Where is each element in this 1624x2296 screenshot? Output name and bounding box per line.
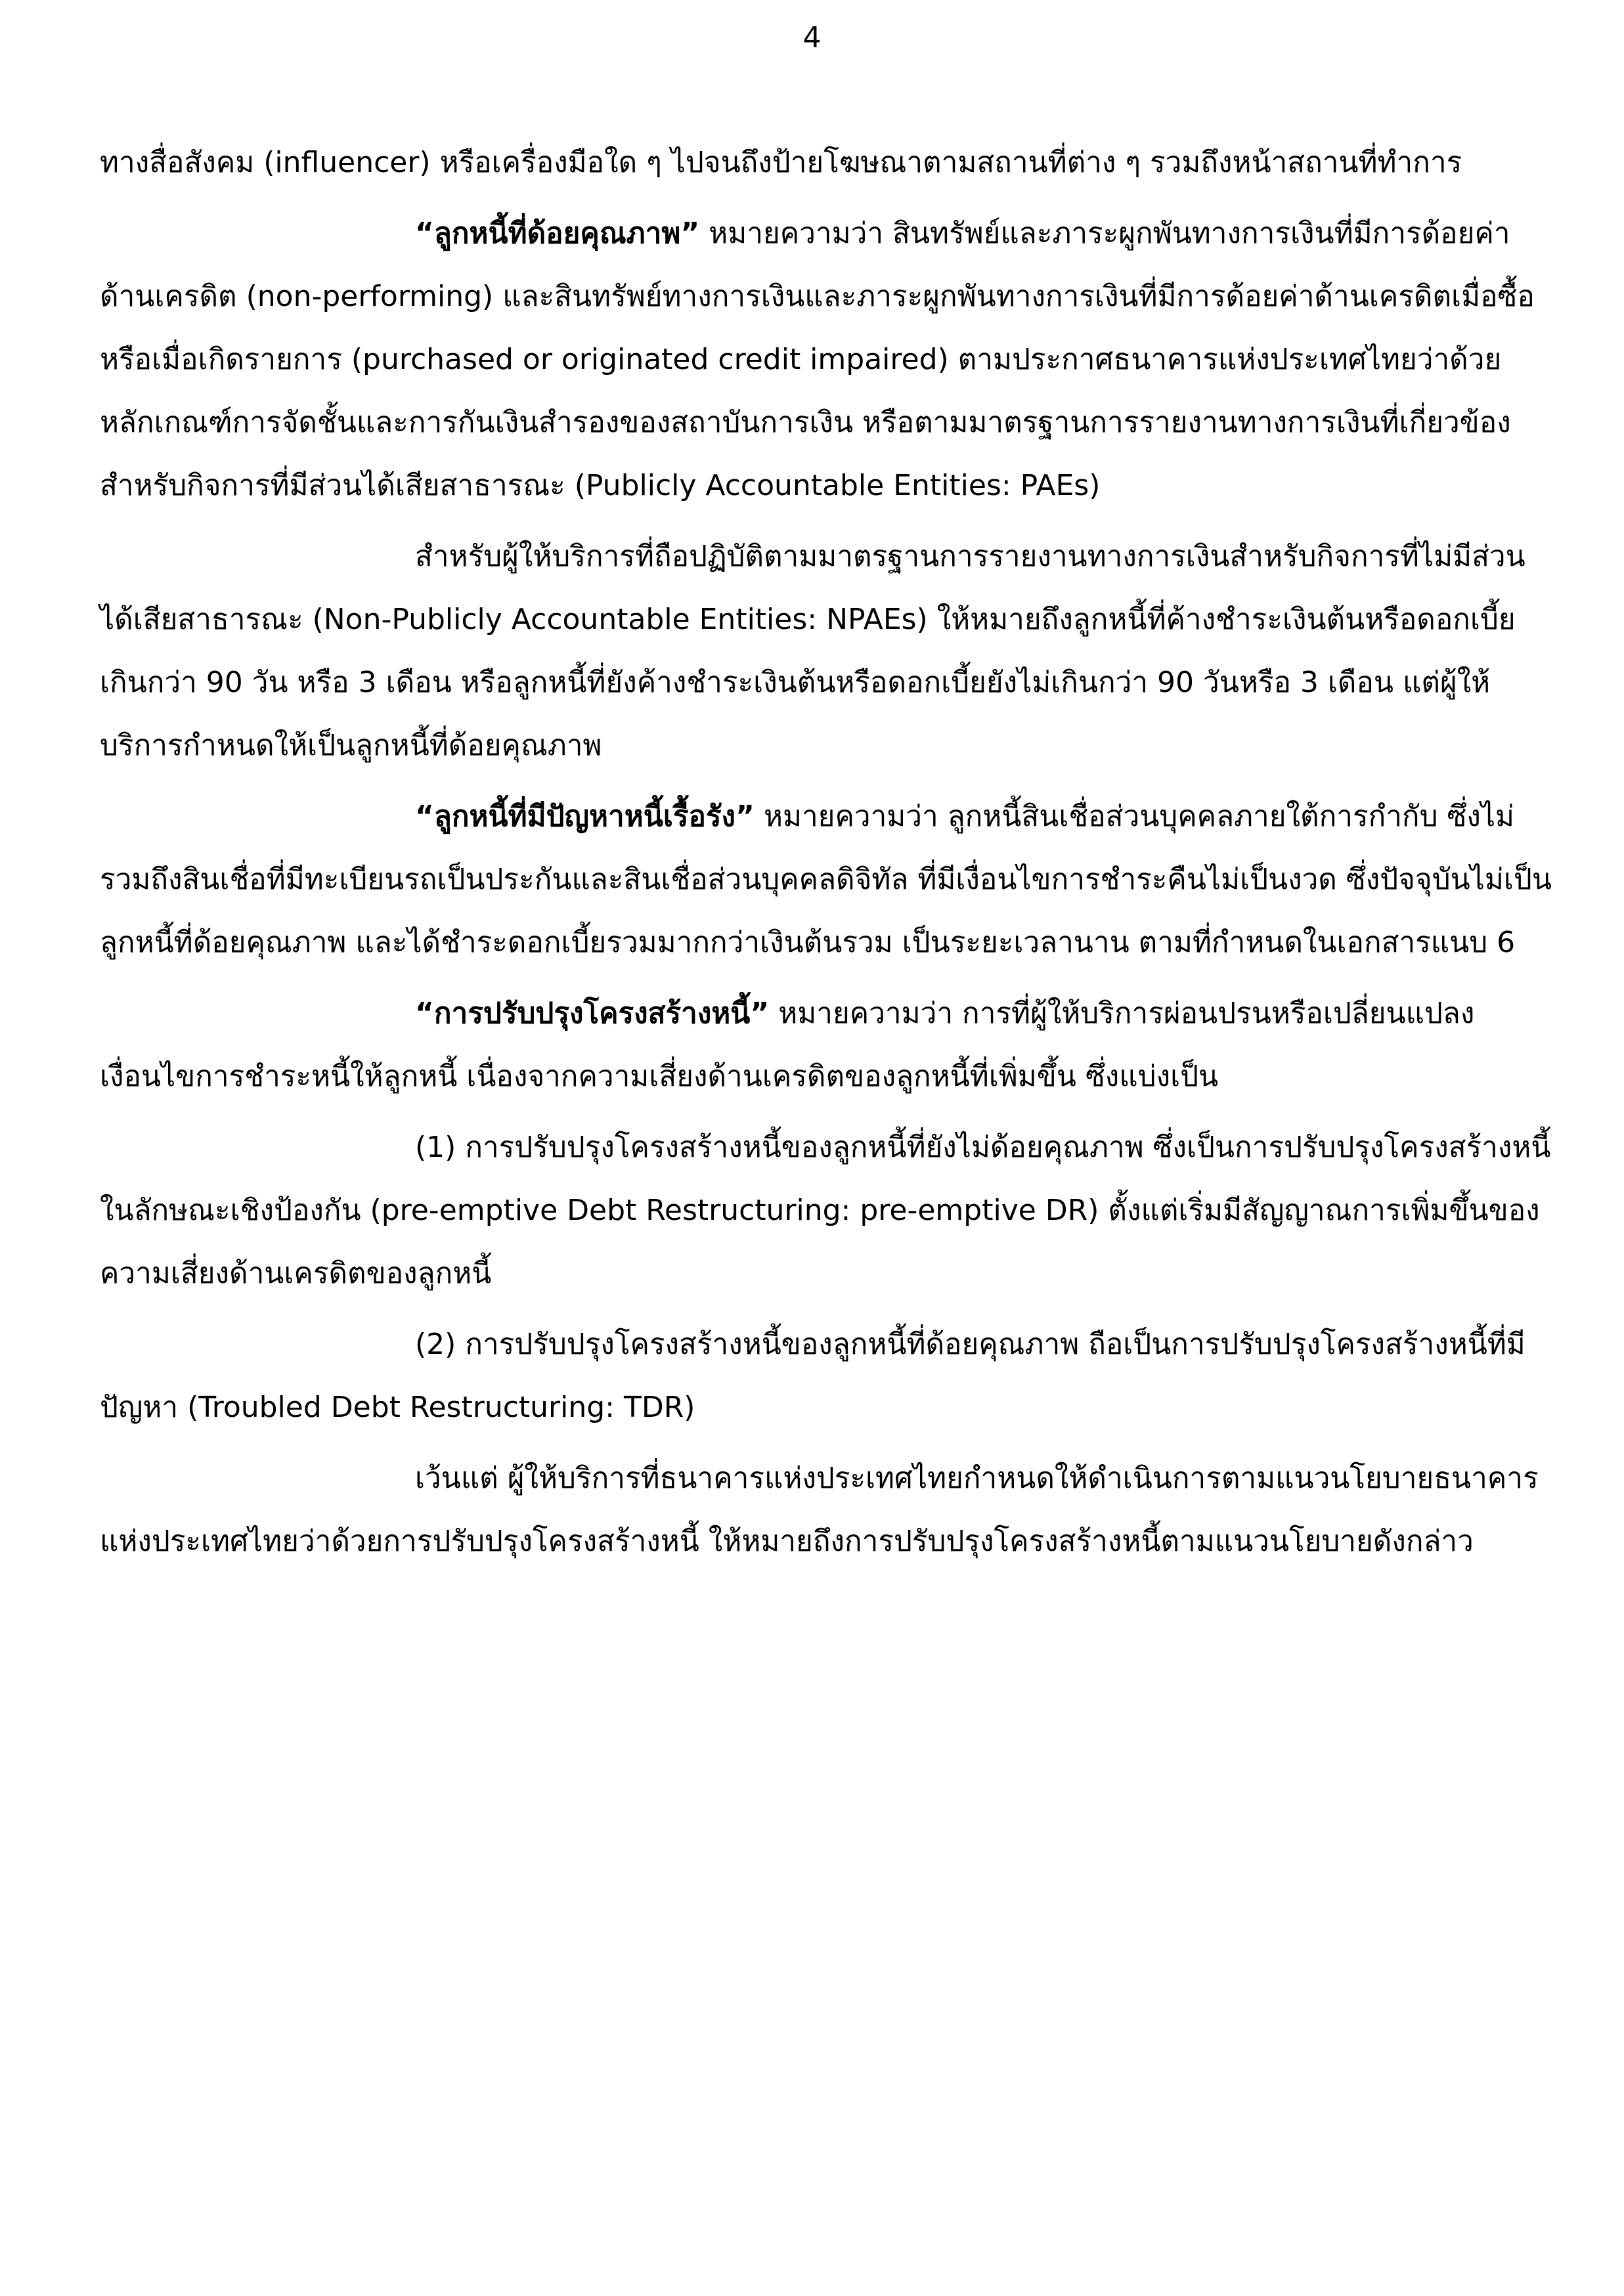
defined-term: “ลูกหนี้ที่ด้อยคุณภาพ” bbox=[415, 217, 700, 250]
paragraph-text: สำหรับผู้ให้บริการที่ถือปฏิบัติตามมาตรฐานการรายงานทางการเงินสำหรับกิจการที่ไม่มีส่วนได้เสียสาธารณะ (Non-Publicly Accountable Entities: NPAEs) ให้หมายถึงลูกหนี้ที่ค้างชำระเงินต้นหรือดอกเบี้ยเกินกว่า 90 วัน หรือ 3 เดือน หรือลูกหนี้ที่ยังค้างชำระเงินต้นหรือดอกเบี้ยยังไม่เกินกว่า 90 วันหรือ 3 เดือน แต่ผู้ให้บริการกำหนดให้เป็นลูกหนี้ที่ด้อยคุณภาพ bbox=[100, 540, 1525, 762]
page-number: 4 bbox=[802, 21, 822, 54]
document-body bbox=[100, 131, 1555, 1573]
paragraph-text: เว้นแต่ ผู้ให้บริการที่ธนาคารแห่งประเทศไทยกำหนดให้ดำเนินการตามแนวนโยบายธนาคารแห่งประเทศไทยว่าด้วยการปรับปรุงโครงสร้างหนี้ ให้หมายถึงการปรับปรุงโครงสร้างหนี้ตามแนวนโยบายดังกล่าว bbox=[100, 1462, 1539, 1558]
list-item-text: (1) การปรับปรุงโครงสร้างหนี้ของลูกหนี้ที่ยังไม่ด้อยคุณภาพ ซึ่งเป็นการปรับปรุงโครงสร้างหนี้ในลักษณะเชิงป้องกัน (pre-emptive Debt Restructuring: pre-emptive DR) ตั้งแต่เริ่มมีสัญญาณการเพิ่มขึ้นของความเสี่ยงด้านเครดิตของลูกหนี้ bbox=[100, 1131, 1551, 1290]
list-item-pre-emptive-dr bbox=[100, 1116, 1555, 1305]
definition-impaired-debtor bbox=[100, 202, 1555, 517]
paragraph-npaes bbox=[100, 525, 1555, 777]
list-item-tdr bbox=[100, 1313, 1555, 1439]
paragraph-continued-influencer bbox=[100, 131, 1555, 194]
definition-text: หมายความว่า ลูกหนี้สินเชื่อส่วนบุคคลภายใต้การกำกับ ซึ่งไม่รวมถึงสินเชื่อที่มีทะเบียนรถเป็นประกันและสินเชื่อส่วนบุคคลดิจิทัล ที่มีเงื่อนไขการชำระคืนไม่เป็นงวด ซึ่งปัจจุบันไม่เป็นลูกหนี้ที่ด้อยคุณภาพ และได้ชำระดอกเบี้ยรวมมากกว่าเงินต้นรวม เป็นระยะเวลานาน ตามที่กำหนดในเอกสารแนบ 6 bbox=[100, 800, 1552, 959]
definition-text: หมายความว่า การที่ผู้ให้บริการผ่อนปรนหรือเปลี่ยนแปลงเงื่อนไขการชำระหนี้ให้ลูกหนี้ เนื่องจากความเสี่ยงด้านเครดิตของลูกหนี้ที่เพิ่มขึ้น ซึ่งแบ่งเป็น bbox=[100, 997, 1475, 1093]
definition-chronic-debt-debtor bbox=[100, 785, 1555, 974]
paragraph-exception bbox=[100, 1447, 1555, 1573]
definition-debt-restructuring bbox=[100, 982, 1555, 1108]
paragraph-text: ทางสื่อสังคม (influencer) หรือเครื่องมือใด ๆ ไปจนถึงป้ายโฆษณาตามสถานที่ต่าง ๆ รวมถึงหน้าสถานที่ทำการ bbox=[100, 146, 1462, 179]
list-item-text: (2) การปรับปรุงโครงสร้างหนี้ของลูกหนี้ที่ด้อยคุณภาพ ถือเป็นการปรับปรุงโครงสร้างหนี้ที่มีปัญหา (Troubled Debt Restructuring: TDR) bbox=[100, 1328, 1525, 1424]
definition-text: หมายความว่า สินทรัพย์และภาระผูกพันทางการเงินที่มีการด้อยค่าด้านเครดิต (non-performing) และสินทรัพย์ทางการเงินและภาระผูกพันทางการเงินที่มีการด้อยค่าด้านเครดิตเมื่อซื้อหรือเมื่อเกิดรายการ (purchased or originated credit impaired) ตามประกาศธนาคารแห่งประเทศไทยว่าด้วยหลักเกณฑ์การจัดชั้นและการกันเงินสำรองของสถาบันการเงิน หรือตามมาตรฐานการรายงานทางการเงินที่เกี่ยวข้องสำหรับกิจการที่มีส่วนได้เสียสาธารณะ (Publicly Accountable Entities: PAEs) bbox=[100, 217, 1535, 502]
defined-term: “การปรับปรุงโครงสร้างหนี้” bbox=[415, 997, 770, 1030]
defined-term: “ลูกหนี้ที่มีปัญหาหนี้เรื้อรัง” bbox=[415, 800, 755, 833]
